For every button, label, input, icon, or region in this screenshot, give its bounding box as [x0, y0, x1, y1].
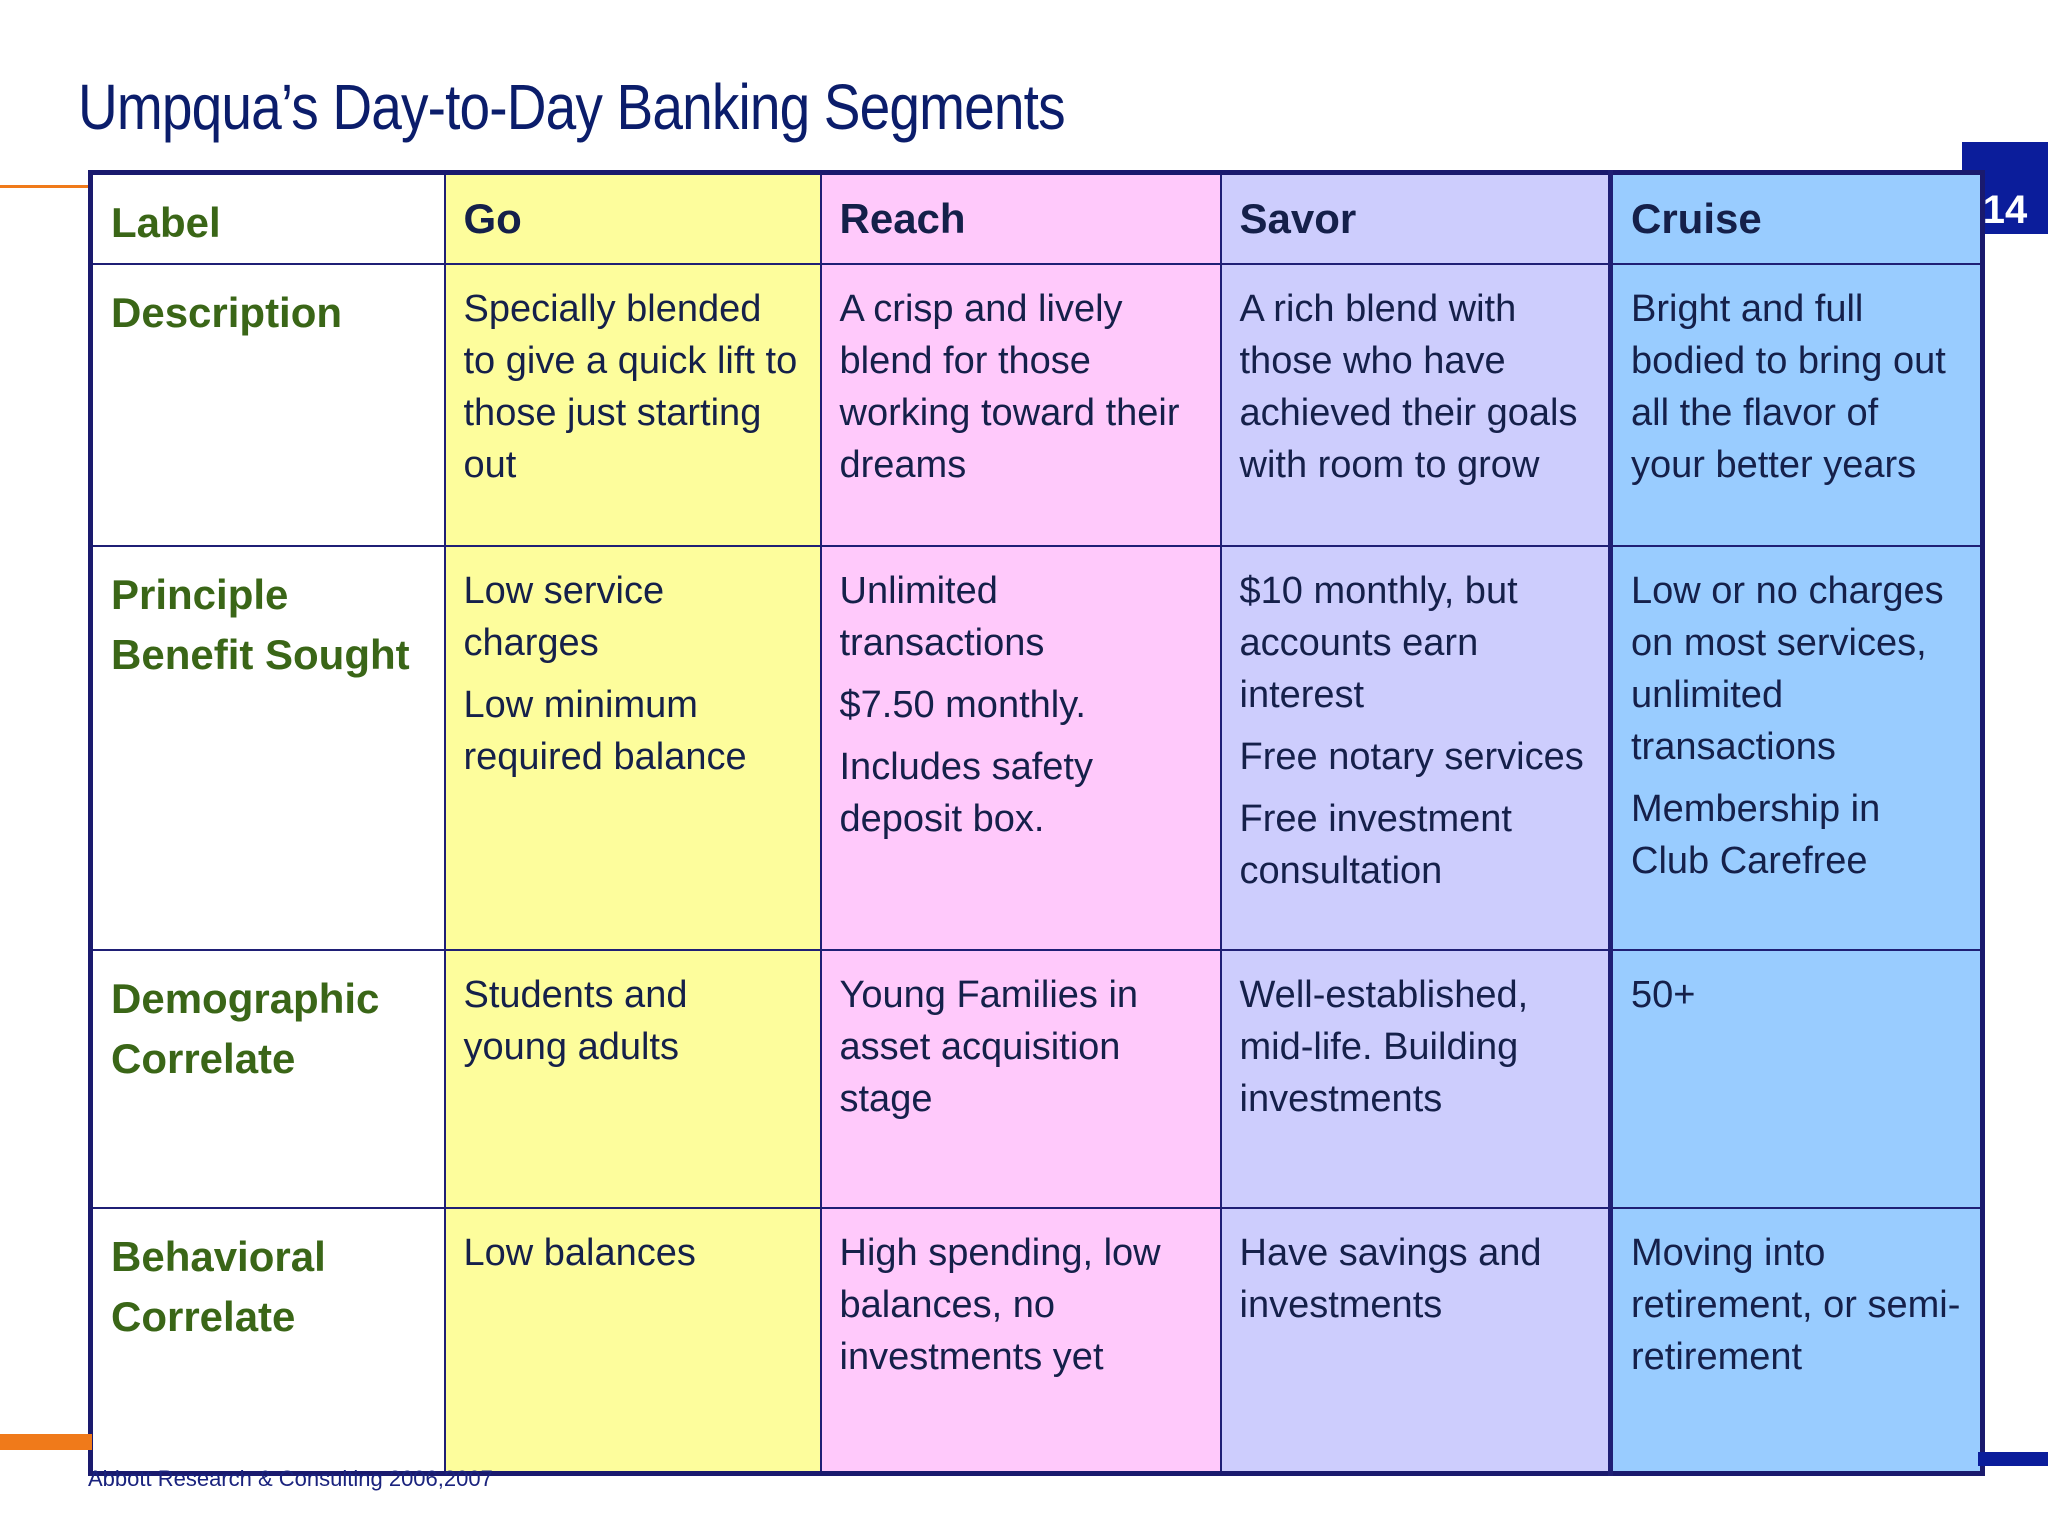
- page-number: 14: [1982, 188, 2028, 232]
- go-benefit-item: Low service charges: [463, 570, 665, 664]
- cruise-benefit-item: Low or no charges on most services, unlimited transactions: [1631, 570, 1944, 768]
- go-demographic-cell: [445, 950, 821, 1208]
- cruise-description: Bright and full bodied to bring out all the flavor of your better years: [1631, 288, 1946, 486]
- reach-demographic: Young Families in asset acquisition stage: [839, 974, 1139, 1120]
- go-demographic: Students and young adults: [463, 974, 688, 1068]
- go-behavioral: Low balances: [463, 1232, 696, 1274]
- row-label-cell: [91, 264, 445, 546]
- header-cell-savor: [1221, 173, 1611, 265]
- cruise-demographic-cell: [1611, 950, 1983, 1208]
- row-label-cell: [91, 950, 445, 1208]
- header-reach-text: Reach: [839, 195, 966, 242]
- footer-credit: Abbott Research & Consulting 2006,2007: [88, 1466, 493, 1491]
- go-benefit-item: Low minimum required balance: [463, 684, 747, 778]
- header-savor-text: Savor: [1239, 195, 1357, 242]
- savor-description-cell: [1221, 264, 1611, 546]
- reach-behavioral: High spending, low balances, no investments yet: [839, 1232, 1161, 1378]
- go-description: Specially blended to give a quick lift to those just starting out: [463, 288, 798, 486]
- go-behavioral-cell: [445, 1208, 821, 1474]
- header-cell-go: [445, 173, 821, 265]
- segments-table: [88, 170, 1985, 1476]
- reach-behavioral-cell: [821, 1208, 1221, 1474]
- savor-behavioral: Have savings and investments: [1239, 1232, 1542, 1326]
- go-description-cell: [445, 264, 821, 546]
- slide-title: Umpqua’s Day-to-Day Banking Segments: [78, 71, 1065, 143]
- row-label-behavioral: Behavioral Correlate: [111, 1233, 326, 1340]
- savor-benefit-item: $10 monthly, but accounts earn interest: [1239, 570, 1518, 716]
- header-go-text: Go: [463, 195, 522, 242]
- savor-description: A rich blend with those who have achieved their goals with room to grow: [1239, 288, 1578, 486]
- header-row: [91, 173, 1983, 265]
- go-benefit-cell: [445, 546, 821, 950]
- orange-accent-line: [0, 185, 90, 188]
- blue-accent-bar: [1978, 1452, 2048, 1466]
- savor-benefit-item: Free notary services: [1239, 736, 1584, 778]
- reach-description: A crisp and lively blend for those working toward their dreams: [839, 288, 1180, 486]
- behavioral-row: [91, 1208, 1983, 1474]
- row-label-benefit: Principle Benefit Sought: [111, 571, 410, 678]
- row-label-cell: [91, 546, 445, 950]
- header-cruise-text: Cruise: [1631, 195, 1762, 242]
- cruise-benefit-item: Membership in Club Carefree: [1631, 788, 1881, 882]
- cruise-description-cell: [1611, 264, 1983, 546]
- savor-demographic: Well-established, mid-life. Building investments: [1239, 974, 1529, 1120]
- savor-benefit-cell: [1221, 546, 1611, 950]
- reach-benefit-item: Includes safety deposit box.: [839, 746, 1093, 840]
- benefit-row: [91, 546, 1983, 950]
- savor-benefit-item: Free investment consultation: [1239, 798, 1512, 892]
- header-cell-label: [91, 173, 445, 265]
- reach-demographic-cell: [821, 950, 1221, 1208]
- cruise-behavioral: Moving into retirement, or semi-retirement: [1631, 1232, 1961, 1378]
- reach-description-cell: [821, 264, 1221, 546]
- reach-benefit-cell: [821, 546, 1221, 950]
- cruise-benefit-cell: [1611, 546, 1983, 950]
- description-row: [91, 264, 1983, 546]
- cruise-behavioral-cell: [1611, 1208, 1983, 1474]
- reach-benefit-item: $7.50 monthly.: [839, 684, 1086, 726]
- reach-benefit-item: Unlimited transactions: [839, 570, 1045, 664]
- savor-demographic-cell: [1221, 950, 1611, 1208]
- row-label-description: Description: [111, 289, 343, 336]
- cruise-demographic: 50+: [1631, 974, 1696, 1016]
- demographic-row: [91, 950, 1983, 1208]
- header-cell-reach: [821, 173, 1221, 265]
- header-label-text: Label: [111, 199, 221, 246]
- header-cell-cruise: [1611, 173, 1983, 265]
- row-label-demographic: Demographic Correlate: [111, 975, 380, 1082]
- orange-accent-bar: [0, 1434, 92, 1450]
- row-label-cell: [91, 1208, 445, 1474]
- savor-behavioral-cell: [1221, 1208, 1611, 1474]
